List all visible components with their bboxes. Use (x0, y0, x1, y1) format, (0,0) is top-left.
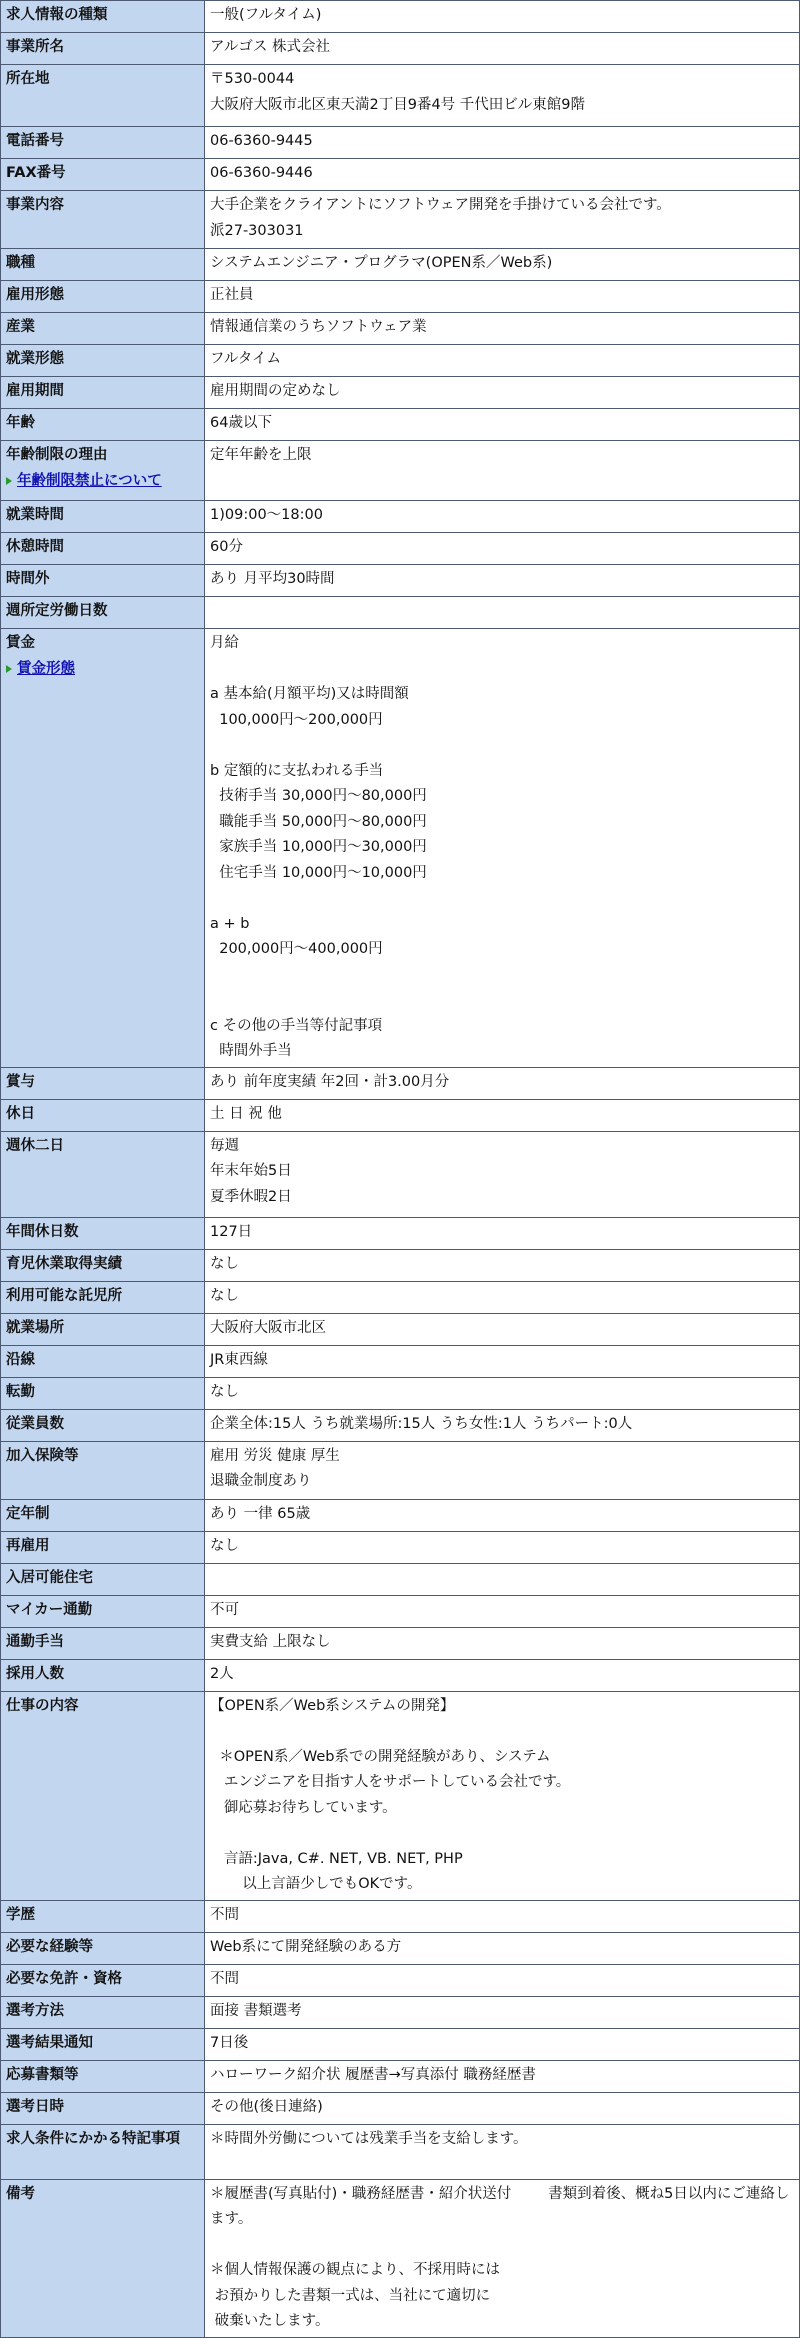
row-label-cell (1, 1067, 205, 1099)
row-value: Web系にて開発経験のある方 (205, 1932, 800, 1964)
row-label: 雇用形態 (6, 287, 64, 303)
row-label-cell (1, 1099, 205, 1131)
table-row (1, 249, 800, 281)
row-label: 採用人数 (6, 1665, 64, 1682)
row-value (205, 597, 800, 629)
row-value: 企業全体:15人 うち就業場所:15人 うち女性:1人 うちパート:0人 (205, 1409, 800, 1441)
row-label: 休憩時間 (6, 539, 64, 555)
row-label-cell (1, 629, 205, 1068)
row-label-cell (1, 2179, 205, 2337)
row-label: 必要な経験等 (6, 1938, 93, 1955)
row-value: 7日後 (205, 2028, 800, 2060)
row-label-cell (1, 1409, 205, 1441)
table-row (1, 501, 800, 533)
row-value: なし (205, 1531, 800, 1563)
row-value: システムエンジニア・プログラマ(OPEN系／Web系) (205, 249, 800, 281)
row-label-cell (1, 1249, 205, 1281)
row-value: ＊時間外労働については残業手当を支給します。 (205, 2124, 800, 2179)
row-value: 127日 (205, 1217, 800, 1249)
row-label-cell (1, 2028, 205, 2060)
row-label: マイカー通勤 (6, 1601, 93, 1618)
table-row (1, 191, 800, 249)
row-help-link-wrapper (6, 469, 200, 494)
row-label: 育児休業取得実績 (6, 1255, 122, 1272)
row-label-cell (1, 1932, 205, 1964)
row-label-cell (1, 191, 205, 249)
table-row (1, 281, 800, 313)
row-label-cell (1, 1595, 205, 1627)
table-row (1, 1313, 800, 1345)
table-row (1, 1377, 800, 1409)
row-label-cell (1, 597, 205, 629)
row-label-cell (1, 533, 205, 565)
table-row (1, 159, 800, 191)
row-label: 週休二日 (6, 1137, 64, 1154)
row-label-cell (1, 1627, 205, 1659)
row-value: あり 月平均30時間 (205, 565, 800, 597)
row-help-link[interactable]: 年齢制限禁止について (17, 472, 162, 489)
table-row (1, 1281, 800, 1313)
row-label-cell (1, 159, 205, 191)
row-label-cell (1, 345, 205, 377)
row-label: 年間休日数 (6, 1223, 79, 1240)
row-value: 2人 (205, 1659, 800, 1691)
row-label: 就業時間 (6, 507, 64, 523)
row-label-cell (1, 1345, 205, 1377)
row-value: 土 日 祝 他 (205, 1099, 800, 1131)
table-row (1, 1932, 800, 1964)
row-value: 月給 a 基本給(月額平均)又は時間額 100,000円～200,000円 b 定額的に支払われる手当 技術手当 30,000円～80,000円 職能手当 50,000円～80,000円 家族手当 10,000円～30,000円 住宅手当 10,000円～10,000円 a + b 200,000円～400,000円 c その他の手当等付記事項 時間外手当 (205, 629, 800, 1068)
table-row (1, 1249, 800, 1281)
table-row (1, 33, 800, 65)
row-label: 産業 (6, 319, 35, 335)
table-row (1, 1900, 800, 1932)
row-label-cell (1, 313, 205, 345)
row-label: 転勤 (6, 1383, 35, 1400)
table-row (1, 1691, 800, 1900)
row-value: 不問 (205, 1900, 800, 1932)
row-label-cell (1, 565, 205, 597)
row-value: ＊履歴書(写真貼付)・職務経歴書・紹介状送付 書類到着後、概ね5日以内にご連絡します。 ＊個人情報保護の観点により、不採用時には お預かりした書類一式は、当社にて適切に 破棄いたします。 (205, 2179, 800, 2337)
table-row (1, 345, 800, 377)
row-value: 毎週 年末年始5日 夏季休暇2日 (205, 1131, 800, 1217)
row-label: 求人条件にかかる特記事項 (6, 2130, 180, 2147)
row-label: 所在地 (6, 71, 50, 87)
row-label-cell (1, 1563, 205, 1595)
table-row (1, 2092, 800, 2124)
row-value: 【OPEN系／Web系システムの開発】 ＊OPEN系／Web系での開発経験があり、システム エンジニアを目指す人をサポートしている会社です。 御応募お待ちしています。 言語:Java, C#. NET, VB. NET, PHP 以上言語少しでもOKです。 (205, 1691, 800, 1900)
link-arrow-icon (6, 477, 12, 485)
row-value: 64歳以下 (205, 409, 800, 441)
row-label-cell (1, 2060, 205, 2092)
row-label: 応募書類等 (6, 2066, 79, 2083)
table-row (1, 1499, 800, 1531)
row-value: 大阪府大阪市北区 (205, 1313, 800, 1345)
row-label: 選考結果通知 (6, 2034, 93, 2051)
row-value: 1)09:00～18:00 (205, 501, 800, 533)
row-label-cell (1, 2124, 205, 2179)
row-value: 雇用期間の定めなし (205, 377, 800, 409)
row-label: 年齢 (6, 415, 35, 431)
row-label-cell (1, 2092, 205, 2124)
job-details-body (1, 1, 800, 2338)
row-label: 入居可能住宅 (6, 1569, 93, 1586)
row-help-link[interactable]: 賃金形態 (17, 660, 75, 677)
row-label-cell (1, 249, 205, 281)
row-label-cell (1, 281, 205, 313)
row-label: 通勤手当 (6, 1633, 64, 1650)
row-value: 実費支給 上限なし (205, 1627, 800, 1659)
table-row (1, 1964, 800, 1996)
row-label: 就業場所 (6, 1319, 64, 1336)
row-label-cell (1, 33, 205, 65)
table-row (1, 441, 800, 501)
row-label-cell (1, 1996, 205, 2028)
row-label: FAX番号 (6, 165, 66, 181)
row-value: 不可 (205, 1595, 800, 1627)
table-row (1, 1099, 800, 1131)
row-label-cell (1, 1217, 205, 1249)
table-row (1, 629, 800, 1068)
table-row (1, 409, 800, 441)
row-value: JR東西線 (205, 1345, 800, 1377)
table-row (1, 127, 800, 159)
table-row (1, 1345, 800, 1377)
row-label: 学歴 (6, 1906, 35, 1923)
row-label: 必要な免許・資格 (6, 1970, 122, 1987)
table-row (1, 2179, 800, 2337)
table-row (1, 65, 800, 127)
row-label: 選考方法 (6, 2002, 64, 2019)
row-label: 選考日時 (6, 2098, 64, 2115)
table-row (1, 1067, 800, 1099)
row-label-cell (1, 1531, 205, 1563)
row-value: あり 前年度実績 年2回・計3.00月分 (205, 1067, 800, 1099)
table-row (1, 2060, 800, 2092)
row-value: あり 一律 65歳 (205, 1499, 800, 1531)
table-row (1, 1595, 800, 1627)
row-label-cell (1, 1377, 205, 1409)
row-label: 電話番号 (6, 133, 64, 149)
row-label: 定年制 (6, 1505, 50, 1522)
row-label: 沿線 (6, 1351, 35, 1368)
table-row (1, 1131, 800, 1217)
row-value: 一般(フルタイム) (205, 1, 800, 33)
row-label: 求人情報の種類 (6, 7, 108, 23)
table-row (1, 597, 800, 629)
row-label-cell (1, 377, 205, 409)
table-row (1, 1, 800, 33)
row-label: 職種 (6, 255, 35, 271)
row-label: 再雇用 (6, 1537, 50, 1554)
row-label: 賃金 (6, 635, 35, 651)
row-label-cell (1, 501, 205, 533)
row-value: なし (205, 1249, 800, 1281)
row-value: ハローワーク紹介状 履歴書→写真添付 職務経歴書 (205, 2060, 800, 2092)
table-row (1, 2028, 800, 2060)
table-row (1, 565, 800, 597)
table-row (1, 2124, 800, 2179)
table-row (1, 1996, 800, 2028)
row-value: 不問 (205, 1964, 800, 1996)
row-value: 正社員 (205, 281, 800, 313)
table-row (1, 1441, 800, 1499)
row-label: 時間外 (6, 571, 50, 587)
row-label: 雇用期間 (6, 383, 64, 399)
row-label: 従業員数 (6, 1415, 64, 1432)
row-label: 年齢制限の理由 (6, 447, 108, 463)
row-value: 60分 (205, 533, 800, 565)
row-label: 事業内容 (6, 197, 64, 213)
row-label: 備考 (6, 2185, 35, 2202)
row-value: 定年年齢を上限 (205, 441, 800, 501)
row-label-cell (1, 1131, 205, 1217)
row-label: 仕事の内容 (6, 1697, 79, 1714)
row-label-cell (1, 441, 205, 501)
table-row (1, 533, 800, 565)
row-value: フルタイム (205, 345, 800, 377)
row-value: なし (205, 1377, 800, 1409)
row-label-cell (1, 1499, 205, 1531)
table-row (1, 1531, 800, 1563)
row-label: 休日 (6, 1105, 35, 1122)
row-label-cell (1, 1313, 205, 1345)
row-value (205, 1563, 800, 1595)
row-value: 06-6360-9445 (205, 127, 800, 159)
row-value: その他(後日連絡) (205, 2092, 800, 2124)
row-help-link-wrapper (6, 657, 200, 682)
row-label: 加入保険等 (6, 1447, 79, 1464)
row-value: 大手企業をクライアントにソフトウェア開発を手掛けている会社です。 派27-303031 (205, 191, 800, 249)
row-value: なし (205, 1281, 800, 1313)
row-label-cell (1, 1964, 205, 1996)
row-label: 賞与 (6, 1073, 35, 1090)
table-row (1, 377, 800, 409)
row-value: 〒530-0044 大阪府大阪市北区東天満2丁目9番4号 千代田ビル東館9階 (205, 65, 800, 127)
row-label-cell (1, 1281, 205, 1313)
table-row (1, 1563, 800, 1595)
row-value: 雇用 労災 健康 厚生 退職金制度あり (205, 1441, 800, 1499)
row-label-cell (1, 409, 205, 441)
table-row (1, 1409, 800, 1441)
row-label-cell (1, 65, 205, 127)
row-label-cell (1, 1, 205, 33)
row-label-cell (1, 1691, 205, 1900)
table-row (1, 1217, 800, 1249)
row-value: 06-6360-9446 (205, 159, 800, 191)
row-label: 週所定労働日数 (6, 603, 108, 619)
row-label: 事業所名 (6, 39, 64, 55)
row-label-cell (1, 1900, 205, 1932)
row-value: 情報通信業のうちソフトウェア業 (205, 313, 800, 345)
table-row (1, 1627, 800, 1659)
row-value: 面接 書類選考 (205, 1996, 800, 2028)
row-label: 就業形態 (6, 351, 64, 367)
row-label-cell (1, 1441, 205, 1499)
row-label-cell (1, 127, 205, 159)
link-arrow-icon (6, 665, 12, 673)
row-value: アルゴス 株式会社 (205, 33, 800, 65)
row-label-cell (1, 1659, 205, 1691)
table-row (1, 313, 800, 345)
row-label: 利用可能な託児所 (6, 1287, 122, 1304)
table-row (1, 1659, 800, 1691)
